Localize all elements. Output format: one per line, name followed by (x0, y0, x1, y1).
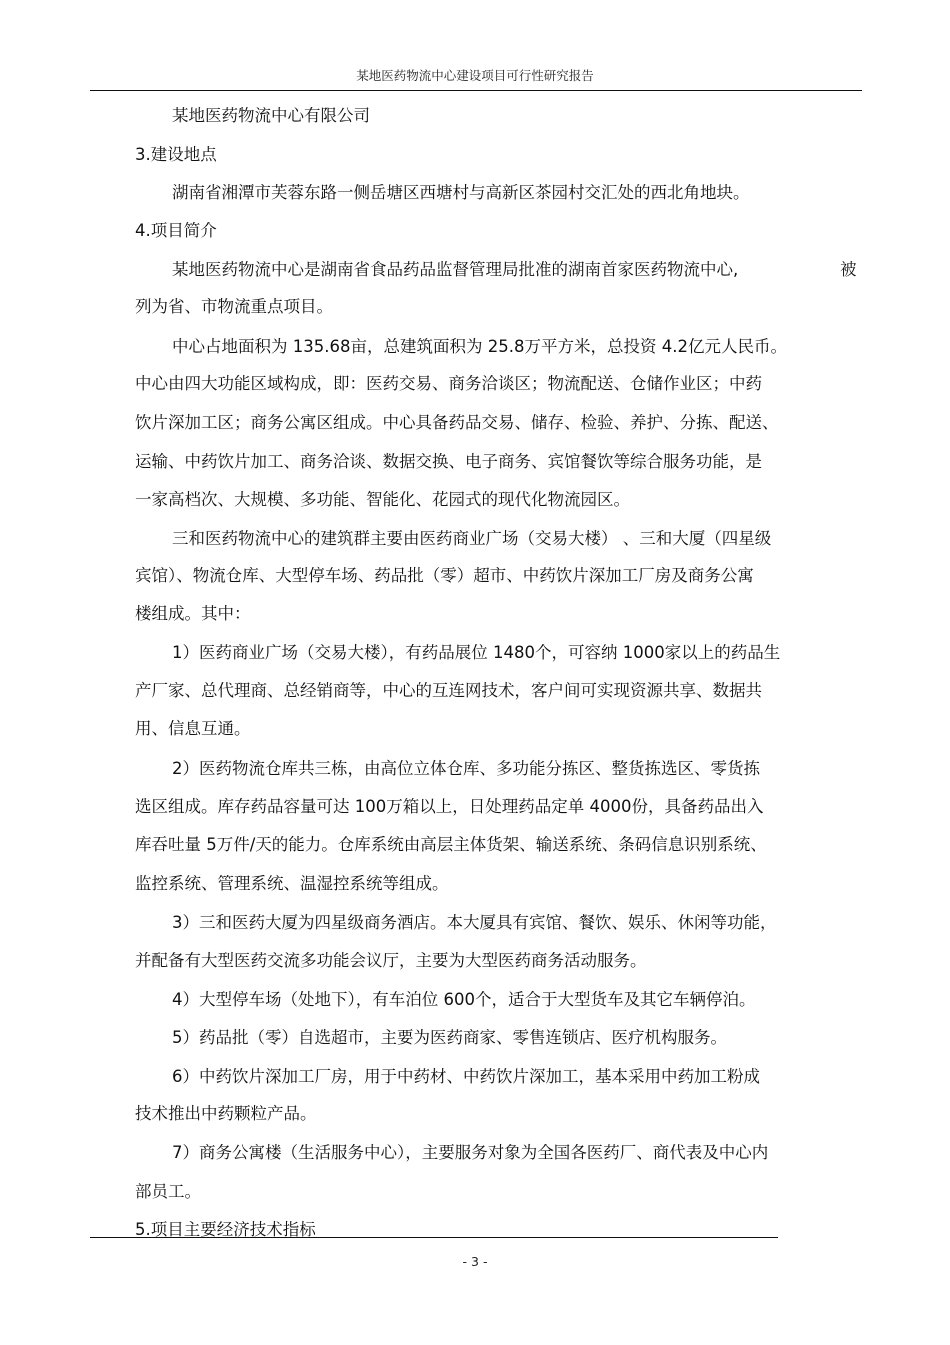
text-line: 中心由四大功能区域构成，即：医药交易、商务洽谈区；物流配送、仓储作业区；中药 (135, 374, 762, 393)
text-line: 技术推出中药颗粒产品。 (135, 1104, 317, 1123)
list-item: 6）中药饮片深加工厂房，用于中药材、中药饮片深加工，基本采用中药加工粉成 (172, 1067, 760, 1086)
list-item: 5）药品批（零）自选超市，主要为医药商家、零售连锁店、医疗机构服务。 (172, 1028, 727, 1047)
text-line: 楼组成。其中： (135, 604, 251, 623)
section-heading: 4.项目简介 (135, 221, 217, 240)
page-number: - 3 - (462, 1254, 488, 1269)
text-line: 三和医药物流中心的建筑群主要由医药商业广场（交易大楼） 、三和大厦（四星级 (172, 529, 772, 548)
text-line: 部员工。 (135, 1182, 201, 1201)
text-line: 产厂家、总代理商、总经销商等，中心的互连网技术，客户间可实现资源共享、数据共 (135, 681, 762, 700)
text-line: 某地医药物流中心有限公司 (172, 106, 370, 125)
text-line: 选区组成。库存药品容量可达 100万箱以上，日处理药品定单 4000份，具备药品出入 (135, 797, 764, 816)
list-item: 1）医药商业广场（交易大楼），有药品展位 1480个，可容纳 1000家以上的药品生 (172, 643, 781, 662)
text-line: 某地医药物流中心是湖南省食品药品监督管理局批准的湖南首家医药物流中心, (172, 260, 739, 279)
section-heading: 3.建设地点 (135, 145, 217, 164)
text-line: 湖南省湘潭市芙蓉东路一侧岳塘区西塘村与高新区茶园村交汇处的西北角地块。 (172, 183, 750, 202)
list-item: 4）大型停车场（处地下），有车泊位 600个，适合于大型货车及其它车辆停泊。 (172, 990, 756, 1009)
text-line: 运输、中药饮片加工、商务洽谈、数据交换、电子商务、宾馆餐饮等综合服务功能，是 (135, 452, 762, 471)
text-line: 中心占地面积为 135.68亩，总建筑面积为 25.8万平方米，总投资 4.2亿元人民币。 (172, 337, 787, 356)
header-rule (90, 90, 862, 91)
text-line-tail: 被 (840, 260, 857, 279)
text-line: 用、信息互通。 (135, 719, 251, 738)
text-line: 并配备有大型医药交流多功能会议厅，主要为大型医药商务活动服务。 (135, 951, 647, 970)
text-line: 列为省、市物流重点项目。 (135, 297, 333, 316)
running-header: 某地医药物流中心建设项目可行性研究报告 (356, 68, 594, 83)
list-item: 2）医药物流仓库共三栋，由高位立体仓库、多功能分拣区、整货拣选区、零货拣 (172, 759, 760, 778)
text-line: 宾馆）、物流仓库、大型停车场、药品批（零）超市、中药饮片深加工厂房及商务公寓 (135, 566, 754, 585)
list-item: 7）商务公寓楼（生活服务中心），主要服务对象为全国各医药厂、商代表及中心内 (172, 1143, 769, 1162)
text-line: 监控系统、管理系统、温湿控系统等组成。 (135, 874, 449, 893)
footer-rule (90, 1237, 778, 1238)
list-item: 3）三和医药大厦为四星级商务酒店。本大厦具有宾馆、餐饮、娱乐、休闲等功能， (172, 913, 777, 932)
text-line: 库吞吐量 5万件/天的能力。仓库系统由高层主体货架、输送系统、条码信息识别系统、 (135, 835, 767, 854)
text-line: 一家高档次、大规模、多功能、智能化、花园式的现代化物流园区。 (135, 490, 630, 509)
text-line: 饮片深加工区；商务公寓区组成。中心具备药品交易、储存、检验、养护、分拣、配送、 (135, 413, 779, 432)
section-heading: 5.项目主要经济技术指标 (135, 1220, 316, 1239)
